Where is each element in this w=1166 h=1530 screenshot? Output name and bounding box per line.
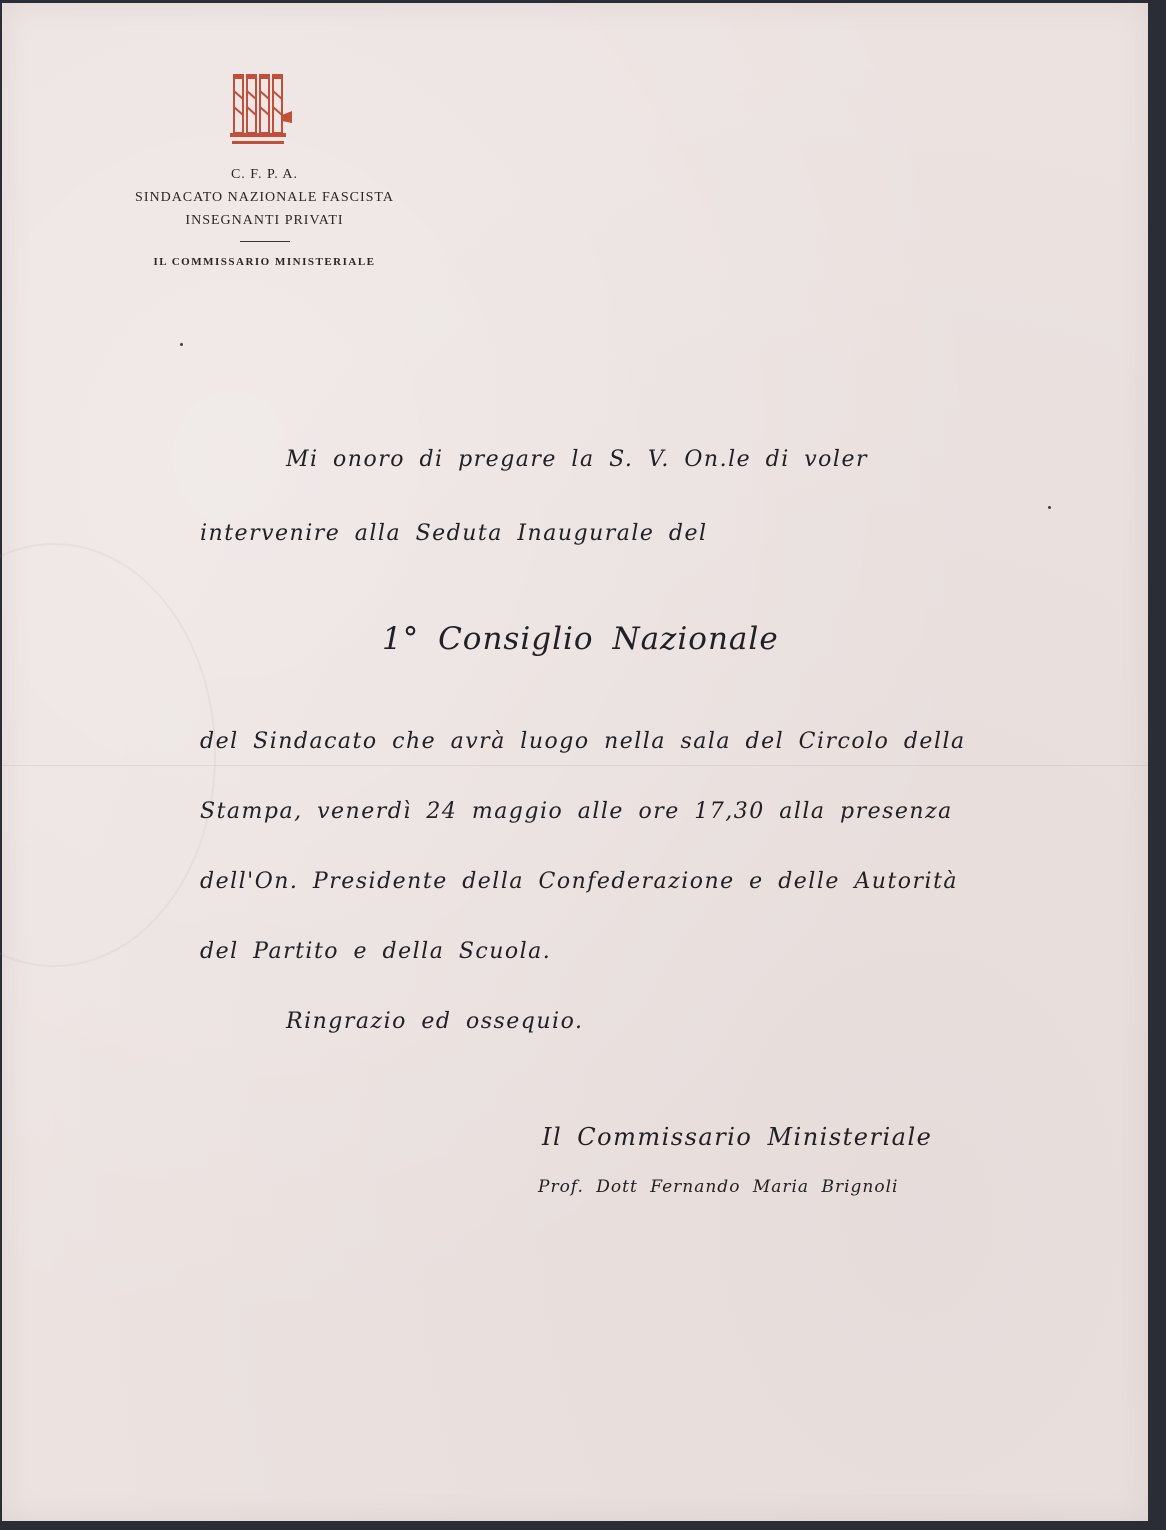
event-title: 1° Consiglio Nazionale [382,621,779,657]
body-line-4: Stampa, venerdì 24 maggio alle ore 17,30 alla presenza [200,799,953,824]
body-line-3: del Sindacato che avrà luogo nella sala del Circolo della [200,729,966,754]
letter-sheet [2,3,1148,1521]
watermark-seal [0,543,216,967]
paper-speck [180,343,183,346]
body-line-2: intervenire alla Seduta Inaugurale del [200,521,708,546]
org-initials: C. F. P. A. [230,167,299,182]
org-name-line2: INSEGNANTI PRIVATI [185,213,344,228]
paper-speck [1048,506,1051,509]
signature-name: Prof. Dott Fernando Maria Brignoli [538,1177,899,1197]
fasces-emblem-icon [222,71,302,151]
letterhead [92,163,437,268]
body-line-1: Mi onoro di pregare la S. V. On.le di voler [286,447,868,472]
signature-title: Il Commissario Ministeriale [542,1123,933,1151]
body-line-6: del Partito e della Scuola. [200,939,552,964]
org-name-line1: SINDACATO NAZIONALE FASCISTA [135,190,394,205]
letterhead-office: IL COMMISSARIO MINISTERIALE [153,256,376,268]
body-line-5: dell'On. Presidente della Confederazione e delle Autorità [200,869,959,894]
closing-line: Ringrazio ed ossequio. [286,1009,584,1034]
letterhead-divider [240,241,290,242]
